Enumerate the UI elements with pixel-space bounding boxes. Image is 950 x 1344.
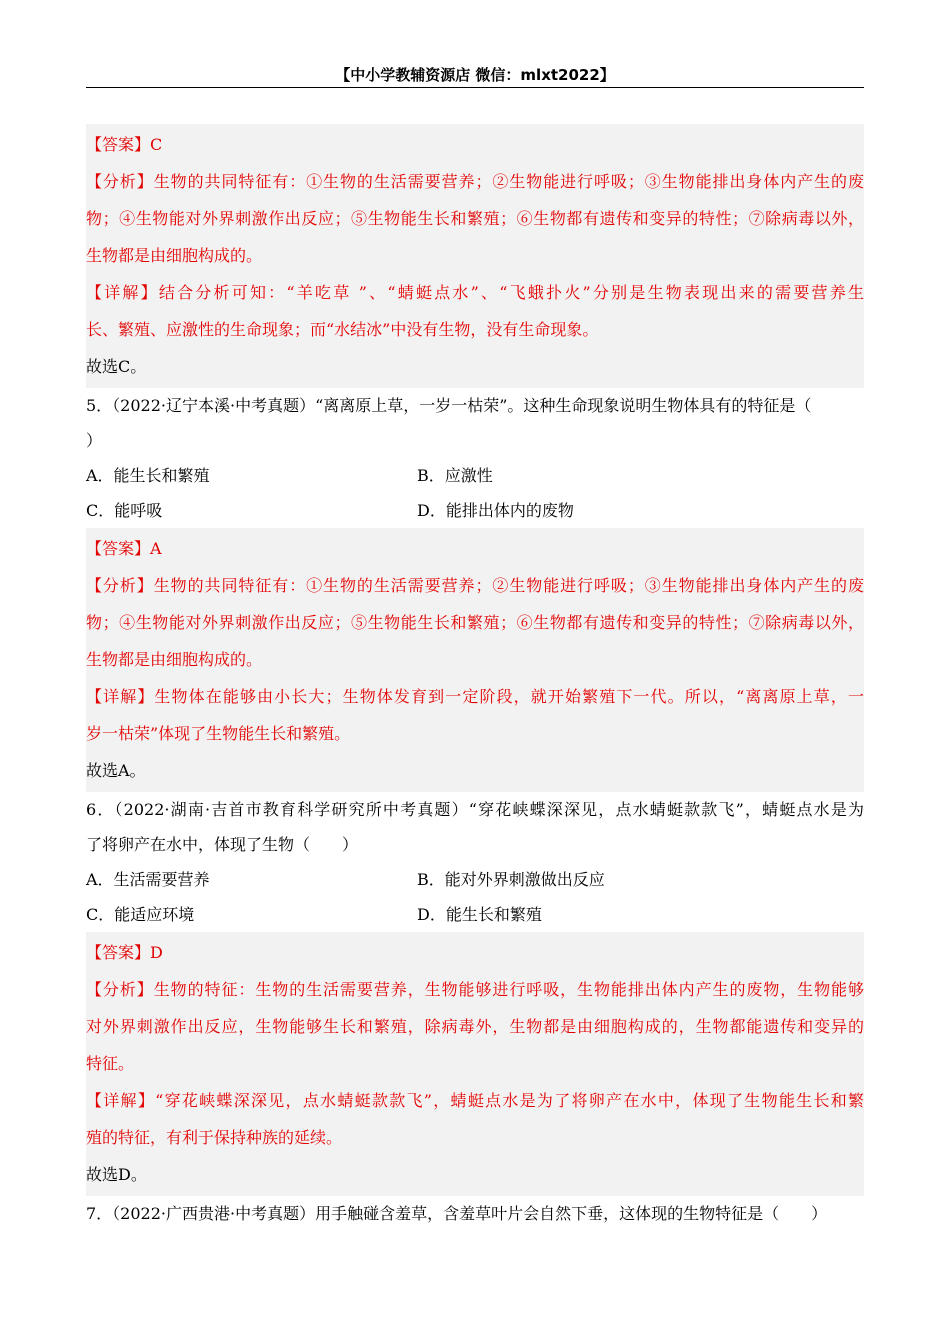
answer-block-q6	[86, 932, 864, 1196]
detail-line: 【详解】“穿花峡蝶深深见，点水蜻蜓款款飞”，蜻蜓点水是为了将卵产在水中，体现了生物能生长和繁	[86, 1091, 864, 1110]
answer-line: 【答案】A	[86, 539, 162, 558]
detail-line: 殖的特征，有利于保持种族的延续。	[86, 1128, 343, 1147]
option-c: C．能适应环境	[86, 905, 195, 924]
analysis-line: 【分析】生物的共同特征有：①生物的生活需要营养；②生物能进行呼吸；③生物能排出身体内产生的废	[86, 576, 864, 595]
option-a: A．能生长和繁殖	[86, 466, 210, 485]
conclusion-line: 故选D。	[86, 1165, 147, 1184]
option-b: B．能对外界刺激做出反应	[417, 870, 605, 889]
analysis-line: 物；④生物能对外界刺激作出反应；⑤生物能生长和繁殖；⑥生物都有遗传和变异的特性；⑦除病毒以外，	[86, 209, 864, 228]
question-6	[86, 792, 864, 932]
analysis-line: 生物都是由细胞构成的。	[86, 650, 263, 669]
detail-line: 【详解】结合分析可知：“羊吃草 ”、“蜻蜓点水”、“飞蛾扑火”分别是生物表现出来的需要营养生	[86, 283, 864, 302]
question-7	[86, 1196, 864, 1231]
option-d: D．能排出体内的废物	[417, 501, 574, 520]
detail-line: 【详解】生物体在能够由小长大；生物体发育到一定阶段，就开始繁殖下一代。所以，“离离原上草，一	[86, 687, 864, 706]
analysis-line: 物；④生物能对外界刺激作出反应；⑤生物能生长和繁殖；⑥生物都有遗传和变异的特性；⑦除病毒以外，	[86, 613, 864, 632]
conclusion-line: 故选A。	[86, 761, 146, 780]
detail-line: 长、繁殖、应激性的生命现象；而“水结冰”中没有生物，没有生命现象。	[86, 320, 599, 339]
question-stem: 了将卵产在水中，体现了生物（ ）	[86, 835, 359, 854]
analysis-line: 【分析】生物的特征：生物的生活需要营养，生物能够进行呼吸，生物能排出体内产生的废物，生物能够	[86, 980, 864, 999]
answer-block-q5	[86, 528, 864, 792]
question-stem: 5．（2022·辽宁本溪·中考真题）“离离原上草，一岁一枯荣”。这种生命现象说明生物体具有的特征是（	[86, 396, 812, 415]
question-stem: 6．（2022·湖南·吉首市教育科学研究所中考真题）“穿花峡蝶深深见，点水蜻蜓款款飞”，蜻蜓点水是为	[86, 800, 864, 819]
option-c: C．能呼吸	[86, 501, 163, 520]
analysis-line: 生物都是由细胞构成的。	[86, 246, 263, 265]
analysis-line: 特征。	[86, 1054, 135, 1073]
option-d: D．能生长和繁殖	[417, 905, 542, 924]
document-body	[86, 124, 864, 1231]
detail-line: 岁一枯荣”体现了生物能生长和繁殖。	[86, 724, 351, 743]
analysis-line: 【分析】生物的共同特征有：①生物的生活需要营养；②生物能进行呼吸；③生物能排出身体内产生的废	[86, 172, 864, 191]
question-stem: 7．（2022·广西贵港·中考真题）用手触碰含羞草，含羞草叶片会自然下垂，这体现的生物特征是（ ）	[86, 1204, 828, 1223]
option-b: B．应激性	[417, 466, 493, 485]
conclusion-line: 故选C。	[86, 357, 147, 376]
answer-line: 【答案】D	[86, 943, 163, 962]
answer-line: 【答案】C	[86, 135, 163, 154]
question-5	[86, 388, 864, 528]
analysis-line: 对外界刺激作出反应，生物能够生长和繁殖，除病毒外，生物都是由细胞构成的，生物都能遗传和变异的	[86, 1017, 864, 1036]
answer-block-q4	[86, 124, 864, 388]
header-divider	[86, 87, 864, 88]
question-stem: ）	[86, 431, 103, 450]
option-a: A．生活需要营养	[86, 870, 210, 889]
page-header: 【中小学教辅资源店 微信：mlxt2022】	[335, 66, 615, 84]
